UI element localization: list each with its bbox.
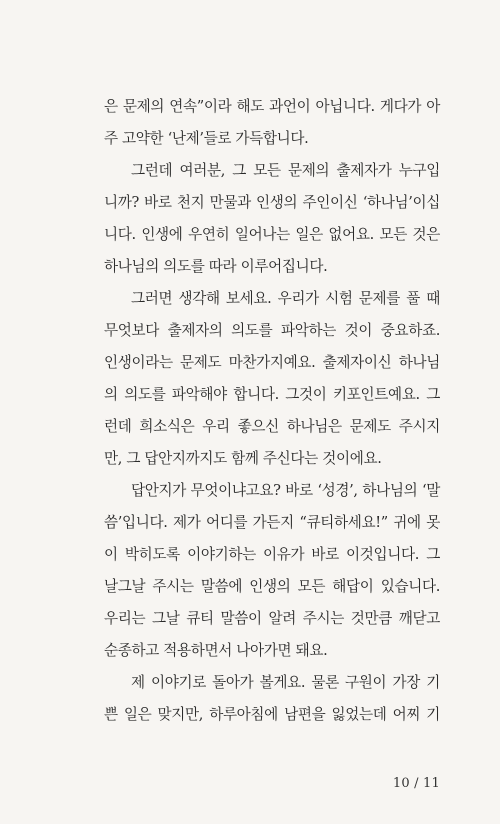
text-line: 니까? 바로 천지 만물과 인생의 주인이신 ‘하나님’이십 [104,194,441,211]
text-line: 런데 희소식은 우리 좋으신 하나님은 문제도 주시지 [104,418,440,435]
text-line: 날그날 주시는 말씀에 인생의 모든 해답이 있습니다. [104,578,441,595]
text-line: 만, 그 답안지까지도 함께 주신다는 것이에요. [104,450,382,467]
text-line: 순종하고 적용하면서 나아가면 돼요. [104,642,328,659]
text-line: 주 고약한 ‘난제’들로 가득합니다. [104,130,309,147]
text-line: 이 박히도록 이야기하는 이유가 바로 이것입니다. 그 [104,546,441,563]
body-text [104,91,440,731]
paragraph-first-line: 답안지가 무엇이냐고요? 바로 ‘성경’, 하나님의 ‘말 [131,482,440,499]
text-line: 인생이라는 문제도 마찬가지예요. 출제자이신 하나님 [104,354,440,371]
text-line: 의 의도를 파악해야 합니다. 그것이 키포인트예요. 그 [104,386,440,403]
text-line: 은 문제의 연속”이라 해도 과언이 아닙니다. 게다가 아 [104,98,441,115]
text-line: 씀’입니다. 제가 어디를 가든지 “큐티하세요!” 귀에 못 [104,514,440,531]
text-line: 쁜 일은 맞지만, 하루아침에 남편을 잃었는데 어찌 기 [104,706,440,723]
text-line: 니다. 인생에 우연히 일어나는 일은 없어요. 모든 것은 [104,226,440,243]
text-line: 우리는 그날 큐티 말씀이 알려 주시는 것만큼 깨닫고 [104,610,441,627]
text-line: 하나님의 의도를 따라 이루어집니다. [104,258,328,275]
paragraph-first-line: 그런데 여러분, 그 모든 문제의 출제자가 누구입 [131,162,440,179]
text-line: 무엇보다 출제자의 의도를 파악하는 것이 중요하죠. [104,322,440,339]
paragraph-first-line: 그러면 생각해 보세요. 우리가 시험 문제를 풀 때 [131,290,440,307]
paragraph-first-line: 제 이야기로 돌아가 볼게요. 물론 구원이 가장 기 [131,674,440,691]
page-number: 10 / 11 [392,776,440,791]
